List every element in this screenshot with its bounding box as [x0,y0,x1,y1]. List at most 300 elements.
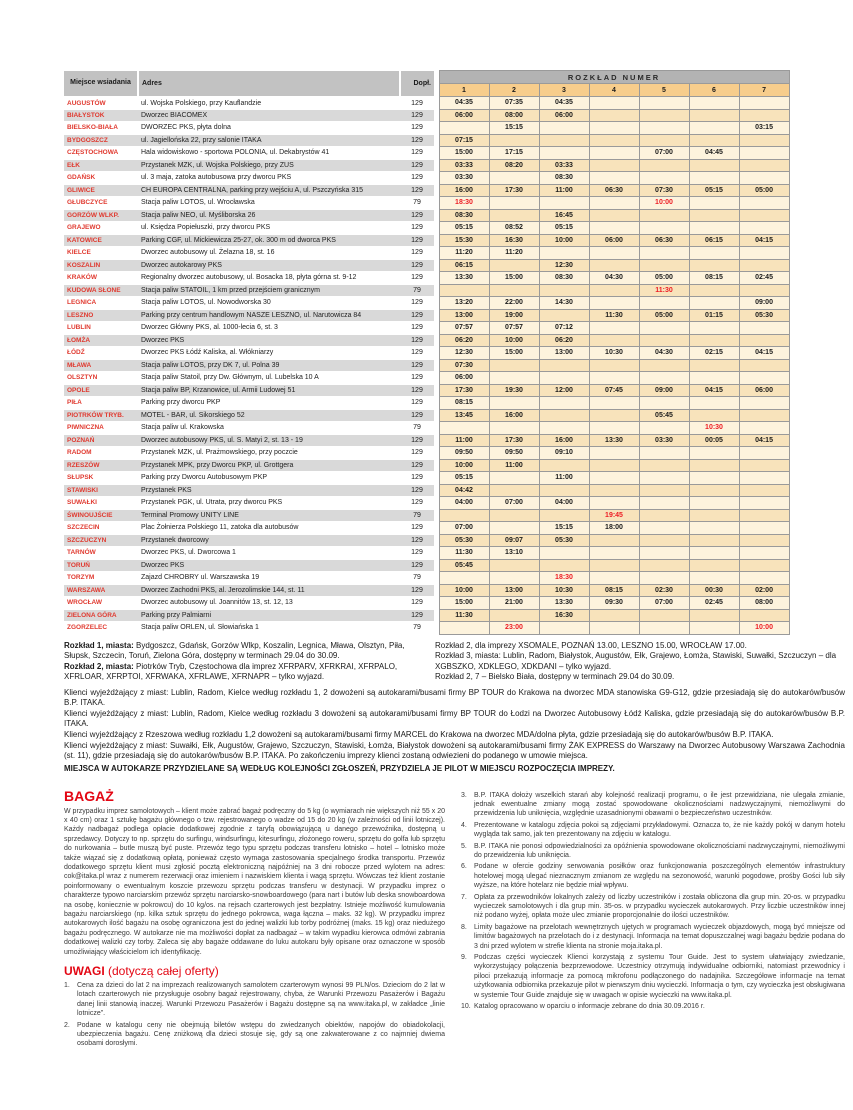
city-cell: ZGORZELEC [64,622,138,635]
time-cell: 11:00 [539,472,589,485]
table-row [64,234,789,247]
address-cell: Dworzec PKS, ul. Dworcowa 1 [138,547,400,560]
transfer-paragraph: Klienci wyjeżdżający z miast: Lublin, Radom, Kielce według rozkładu 1, 2 dowożeni są autokarami/busami firmy BP TOUR do Krakowa na dworzec MDA stanowiska G9-G12, gdzie przesiadają się do autokarów/busów B.P. ITAKA. [64,687,845,707]
time-cell: 10:00 [739,622,789,635]
time-cell: 10:30 [539,584,589,597]
time-cell: 07:57 [489,322,539,335]
table-row [64,284,789,297]
time-cell [639,472,689,485]
city-cell: LUBLIN [64,322,138,335]
surcharge-cell: 129 [400,522,434,535]
time-cell [439,122,489,135]
time-cell [739,372,789,385]
address-cell: Regionalny dworzec autobusowy, ul. Bosacka 18, płyta górna st. 9-12 [138,272,400,285]
transfer-notes [64,688,845,761]
time-cell: 04:00 [439,497,489,510]
time-cell: 15:30 [439,234,489,247]
surcharge-cell: 79 [400,422,434,435]
time-cell: 12:00 [539,384,589,397]
transfer-paragraph: Klienci wyjeżdżający z miast: Suwałki, Ełk, Augustów, Grajewo, Szczuczyn, Stawiski, Łomża, Białystok dowożeni są autokarami/busami firmy ŻAK EXPRESS do Warszawy na Dworzec Autobusowy Warszawa Zachodnia (st. 11), gdzie przesiadają się do autokarów/busów B.P. ITAKA. Po zakończeniu imprezy klienci zostaną odwiezieni do podanego w umowie miejsca. [64,740,845,760]
time-cell: 07:15 [439,134,489,147]
surcharge-cell: 129 [400,222,434,235]
city-cell: CZĘSTOCHOWA [64,147,138,160]
address-cell: Dworzec PKS [138,559,400,572]
time-cell [539,359,589,372]
time-cell: 06:00 [739,384,789,397]
transfer-paragraph: Klienci wyjeżdżający z miast: Lublin, Radom, Kielce według rozkładu 3 dowożeni są autokarami/busami firmy BP TOUR do Łodzi na Dworzec Autobusowy Łódź Kaliska, gdzie przesiadają się do autokarów/busów B.P. ITAKA. [64,708,845,728]
time-cell [689,334,739,347]
surcharge-cell: 129 [400,272,434,285]
time-cell: 03:15 [739,122,789,135]
time-cell: 02:30 [639,584,689,597]
time-cell: 11:00 [439,434,489,447]
time-cell: 05:30 [439,534,489,547]
table-row [64,559,789,572]
time-cell [589,497,639,510]
time-cell: 11:00 [539,184,589,197]
time-cell [489,484,539,497]
time-cell: 05:30 [539,534,589,547]
time-cell [689,372,739,385]
time-cell: 11:20 [439,247,489,260]
table-row [64,197,789,210]
uwagi-item [461,893,845,921]
address-cell: Stacja paliw NEO, ul. Myśliborska 26 [138,209,400,222]
address-cell: Przystanek MZK, ul. Prażmowskiego, przy poczcie [138,447,400,460]
city-cell: WROCŁAW [64,597,138,610]
time-cell: 06:00 [439,109,489,122]
time-cell [489,359,539,372]
city-cell: TORZYM [64,572,138,585]
time-cell [539,484,589,497]
time-cell [739,459,789,472]
time-cell: 09:07 [489,534,539,547]
time-cell [739,409,789,422]
time-cell [739,534,789,547]
surcharge-cell: 129 [400,547,434,560]
surcharge-cell: 129 [400,97,434,110]
time-cell: 15:15 [539,522,589,535]
footnote-line: Rozkład 1, miasta: Bydgoszcz, Gdańsk, Gorzów Wlkp, Koszalin, Legnica, Mława, Olsztyn, Piła, Słupsk, Szczecin, Toruń, Zielona Góra, dostępny w terminach 29.04 do 30.09. [64,640,405,660]
time-cell [539,397,589,410]
schedule-column-7: 7 [739,84,789,97]
time-cell [489,522,539,535]
time-cell: 09:00 [639,384,689,397]
time-cell: 10:00 [489,334,539,347]
time-cell [639,159,689,172]
surcharge-cell: 129 [400,347,434,360]
time-cell: 04:15 [739,234,789,247]
time-cell: 06:15 [439,259,489,272]
time-cell [589,147,639,160]
address-cell: Dworzec autobusowy PKS, ul. S. Matyi 2, st. 13 - 19 [138,434,400,447]
time-cell: 06:30 [639,234,689,247]
time-cell [489,197,539,210]
time-cell [489,422,539,435]
footnote-label: Rozkład 1, miasta: [64,640,134,650]
time-cell [739,334,789,347]
time-cell: 07:35 [489,97,539,110]
time-cell [589,622,639,635]
uwagi-item-number: 7. [461,893,467,901]
table-row [64,484,789,497]
time-cell: 04:00 [539,497,589,510]
time-cell: 15:00 [439,597,489,610]
table-row [64,572,789,585]
time-cell [739,559,789,572]
uwagi-item-text: Podczas części wycieczek Klienci korzystają z systemu Tour Guide. Jest to system ułatwiający zwiedzanie, wykorzystujący połączenia bezprzewodowe. Uczestnicy otrzymują indywidualne odbiorniki, natomiast przewodnicy i piloci przekazują informacje za pomocą mikrofonu podłączonego do nadajnika. Szczegółowe informacje na temat użytkowania odbiornika przekazuje pilot w pierwszym dniu wycieczki. Informacja o tym, czy wycieczka jest obsługiwana w systemie Tour Guide znajduje się w uwagach w opisie wycieczki na www.itaka.pl. [474,954,845,999]
city-cell: BIAŁYSTOK [64,109,138,122]
time-cell [739,497,789,510]
surcharge-cell: 129 [400,122,434,135]
table-row [64,122,789,135]
time-cell: 16:30 [539,609,589,622]
table-row [64,397,789,410]
time-cell [589,97,639,110]
time-cell [589,247,639,260]
city-cell: TORUŃ [64,559,138,572]
city-cell: MŁAWA [64,359,138,372]
address-cell: Stacja paliw LOTOS, ul. Nowodworska 30 [138,297,400,310]
table-row [64,347,789,360]
time-cell [689,509,739,522]
surcharge-cell: 129 [400,184,434,197]
surcharge-cell: 129 [400,447,434,460]
uwagi-item-number: 2. [64,1021,70,1029]
table-row [64,472,789,485]
time-cell: 08:00 [489,109,539,122]
time-cell: 02:15 [689,347,739,360]
time-cell [589,322,639,335]
table-row [64,547,789,560]
time-cell: 06:00 [439,372,489,385]
time-cell: 05:15 [689,184,739,197]
uwagi-heading [64,964,445,978]
address-cell: Parking przy centrum handlowym NASZE LESZNO, ul. Narutowicza 84 [138,309,400,322]
time-cell [689,322,739,335]
time-cell: 05:45 [639,409,689,422]
time-cell [639,359,689,372]
address-cell: Przystanek PKS [138,484,400,497]
surcharge-cell: 129 [400,484,434,497]
time-cell [739,609,789,622]
surcharge-cell: 129 [400,209,434,222]
table-row [64,509,789,522]
address-cell: ul. Jagiellońska 22, przy salonie ITAKA [138,134,400,147]
address-cell: Stacja paliw LOTOS, przy DK 7, ul. Polna 39 [138,359,400,372]
time-cell [739,422,789,435]
time-cell [489,134,539,147]
time-cell: 05:15 [439,472,489,485]
time-cell: 00:05 [689,434,739,447]
col-header-adres: Adres [138,71,400,97]
time-cell [589,372,639,385]
time-cell: 07:00 [489,497,539,510]
city-cell: RZESZÓW [64,459,138,472]
time-cell [639,534,689,547]
time-cell [739,197,789,210]
time-cell [639,122,689,135]
uwagi-item [461,1002,845,1011]
time-cell [689,547,739,560]
time-cell [689,222,739,235]
surcharge-cell: 129 [400,234,434,247]
time-cell [539,134,589,147]
time-cell: 13:30 [439,272,489,285]
uwagi-item-number: 1. [64,982,70,989]
city-cell: LEGNICA [64,297,138,310]
time-cell: 06:20 [539,334,589,347]
city-cell: KIELCE [64,247,138,260]
time-cell [689,172,739,185]
time-cell [739,447,789,460]
time-cell [689,259,739,272]
table-row [64,384,789,397]
time-cell: 03:30 [639,434,689,447]
bottom-columns [64,788,845,1051]
time-cell: 12:30 [439,347,489,360]
city-cell: ŁÓDŹ [64,347,138,360]
time-cell: 04:45 [689,147,739,160]
city-cell: KATOWICE [64,234,138,247]
time-cell [589,547,639,560]
time-cell [439,622,489,635]
surcharge-cell: 129 [400,472,434,485]
time-cell [589,222,639,235]
city-cell: RADOM [64,447,138,460]
time-cell: 13:30 [589,434,639,447]
surcharge-cell: 129 [400,134,434,147]
time-cell: 04:42 [439,484,489,497]
time-cell [739,147,789,160]
surcharge-cell: 79 [400,509,434,522]
schedule-column-5: 5 [639,84,689,97]
city-cell: TARNÓW [64,547,138,560]
col-header-miejsce-wsiadania: Miejsce wsiadania [64,71,138,97]
time-cell [539,284,589,297]
address-cell: Przystanek dworcowy [138,534,400,547]
time-cell: 15:00 [439,147,489,160]
table-row [64,434,789,447]
time-cell [689,522,739,535]
uwagi-item-text: B.P. ITAKA dołoży wszelkich starań aby kolejność realizacji programu, o ile jest przewidziana, nie ulegała zmianie, jednak ewentualne zmiany mogą zostać spowodowane okolicznościami nadzwyczajnymi, niemożliwymi do przewidzenia lub uniknięcia, względnie uzasadnionymi obawami o bezpieczeństwo uczestników. [474,791,845,818]
address-cell: Przystanek MZK, ul. Wojska Polskiego, przy ZUS [138,159,400,172]
surcharge-cell: 129 [400,409,434,422]
surcharge-cell: 129 [400,147,434,160]
left-column [64,788,445,1051]
time-cell [689,622,739,635]
uwagi-items-left [64,981,445,1049]
table-row [64,97,789,110]
time-cell: 09:50 [489,447,539,460]
footnote-line: Rozkład 2, dla imprezy XSOMALE, POZNAŃ 13.00, LESZNO 15.00, WROCŁAW 17.00. [435,640,747,650]
table-row [64,297,789,310]
time-cell: 16:00 [539,434,589,447]
address-cell: Dworzec autobusowy ul. Żelazna 18, st. 16 [138,247,400,260]
uwagi-item-text: Katalog opracowano w oparciu o informacje zebrane do dnia 30.09.2016 r. [474,1003,705,1011]
uwagi-item-text: Podane w katalogu ceny nie obejmują biletów wstępu do zwiedzanych obiektów, napojów do obiadokolacji, ubezpieczenia bagażu. Cenę zniżkową dla dzieci stosuje się, gdy są one zakwaterowane z co najmniej dwiema osobami dorosłymi. [77,1021,445,1048]
surcharge-cell: 129 [400,297,434,310]
time-cell [739,472,789,485]
time-cell [689,197,739,210]
uwagi-item-number: 5. [461,842,467,850]
time-cell [539,559,589,572]
time-cell: 04:30 [589,272,639,285]
time-cell: 04:35 [539,97,589,110]
uwagi-item-text: Cena za dzieci do lat 2 na imprezach realizowanych samolotem czarterowym wynosi 99 PLN/os. Dzieciom do 2 lat w lotach czarterowych nie przysługuje osobny bagaż rejestrowany, chyba, że Warunki Przewozu Pasażerów i Bagażu danej linii stanowią inaczej. Warunki Przewozu Pasażerów i Bagażu dostępne są na www.itaka.pl, w zakładce „linie lotnicze”. [77,982,445,1018]
time-cell [639,397,689,410]
address-cell: Stacja paliw Statoil, przy Dw. Głównym, ul. Lubelska 10 A [138,372,400,385]
time-cell [689,134,739,147]
time-cell: 10:00 [439,459,489,472]
city-cell: PIŁA [64,397,138,410]
schedule-column-4: 4 [589,84,639,97]
time-cell [539,122,589,135]
time-cell [589,297,639,310]
time-cell [639,209,689,222]
time-cell [689,97,739,110]
departure-timetable [64,70,790,635]
time-cell [639,222,689,235]
surcharge-cell: 79 [400,197,434,210]
address-cell: Plac Żołnierza Polskiego 11, zatoka dla autobusów [138,522,400,535]
time-cell [589,259,639,272]
time-cell [639,447,689,460]
time-cell: 10:00 [539,234,589,247]
table-row [64,584,789,597]
time-cell: 09:30 [589,597,639,610]
time-cell [689,247,739,260]
time-cell [639,622,689,635]
time-cell [689,609,739,622]
time-cell: 02:45 [739,272,789,285]
time-cell: 22:00 [489,297,539,310]
time-cell [589,397,639,410]
address-cell: Parking przy Palmiarni [138,609,400,622]
address-cell: ul. Księdza Popiełuszki, przy dworcu PKS [138,222,400,235]
table-row [64,184,789,197]
time-cell [739,97,789,110]
time-cell [739,509,789,522]
uwagi-item [461,791,845,819]
table-row [64,272,789,285]
time-cell [639,134,689,147]
city-cell: POZNAŃ [64,434,138,447]
time-cell: 12:30 [539,259,589,272]
uwagi-item-number: 9. [461,954,467,961]
time-cell [689,409,739,422]
time-cell [539,547,589,560]
time-cell: 17:30 [439,384,489,397]
time-cell [589,209,639,222]
time-cell [489,472,539,485]
time-cell [639,559,689,572]
time-cell [589,134,639,147]
time-cell [539,409,589,422]
table-row [64,159,789,172]
address-cell: Stacja paliw LOTOS, ul. Wrocławska [138,197,400,210]
time-cell: 10:30 [689,422,739,435]
city-cell: ZIELONA GÓRA [64,609,138,622]
time-cell [689,497,739,510]
city-cell: ŚWINOUJŚCIE [64,509,138,522]
time-cell: 03:33 [439,159,489,172]
time-cell [489,372,539,385]
time-cell [739,484,789,497]
table-row [64,422,789,435]
time-cell: 21:00 [489,597,539,610]
time-cell [739,397,789,410]
time-cell: 03:33 [539,159,589,172]
surcharge-cell: 129 [400,497,434,510]
time-cell: 07:30 [439,359,489,372]
col-header-doplata: Dopł. [400,71,434,97]
city-cell: KOSZALIN [64,259,138,272]
surcharge-cell: 129 [400,559,434,572]
city-cell: SZCZUCZYN [64,534,138,547]
time-cell [739,209,789,222]
schedule-column-3: 3 [539,84,589,97]
time-cell [539,422,589,435]
time-cell: 09:50 [439,447,489,460]
surcharge-cell: 129 [400,109,434,122]
address-cell: MOTEL - BAR, ul. Sikorskiego 52 [138,409,400,422]
city-cell: OPOLE [64,384,138,397]
time-cell: 10:00 [639,197,689,210]
city-cell: PIOTRKÓW TRYB. [64,409,138,422]
time-cell [739,522,789,535]
time-cell [589,484,639,497]
time-cell [689,447,739,460]
time-cell [639,97,689,110]
address-cell: Hala widowiskowo - sportowa POLONIA, ul. Dekabrystów 41 [138,147,400,160]
table-row [64,172,789,185]
time-cell: 04:15 [739,347,789,360]
time-cell [589,159,639,172]
table-row [64,147,789,160]
time-cell [589,284,639,297]
time-cell: 16:45 [539,209,589,222]
time-cell: 08:30 [539,172,589,185]
address-cell: Dworzec Główny PKS, al. 1000-lecia 6, st. 3 [138,322,400,335]
time-cell: 13:45 [439,409,489,422]
time-cell [639,322,689,335]
time-cell: 08:15 [589,584,639,597]
time-cell: 16:00 [489,409,539,422]
surcharge-cell: 129 [400,459,434,472]
city-cell: OLSZTYN [64,372,138,385]
time-cell [539,147,589,160]
time-cell: 07:00 [639,147,689,160]
uwagi-item-number: 8. [461,923,467,931]
time-cell [589,609,639,622]
time-cell [639,509,689,522]
time-cell [689,484,739,497]
city-cell: EŁK [64,159,138,172]
time-cell [489,509,539,522]
time-cell: 08:15 [439,397,489,410]
footnotes-right [435,641,845,683]
uwagi-item [461,953,845,1000]
time-cell: 08:30 [439,209,489,222]
time-cell: 07:00 [639,597,689,610]
time-cell: 11:00 [489,459,539,472]
time-cell: 04:30 [639,347,689,360]
time-cell [539,197,589,210]
time-cell [589,172,639,185]
time-cell: 03:30 [439,172,489,185]
time-cell [689,459,739,472]
